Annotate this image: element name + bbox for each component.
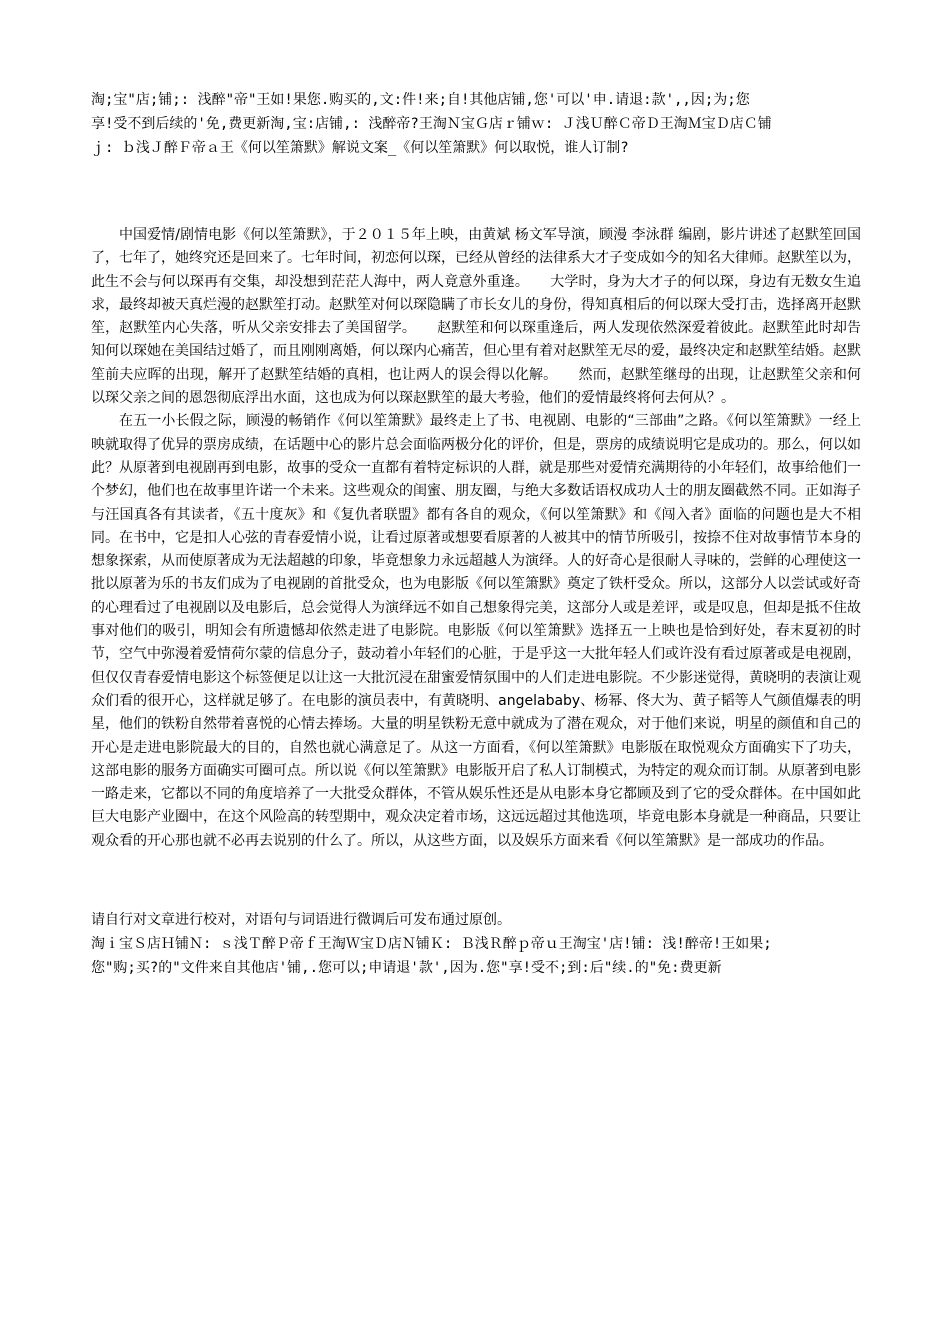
header-line: 享!受不到后续的'免,费更新淘,宝:店铺,: 浅醉帝?王淘Ｎ宝Ｇ店ｒ铺ｗ: Ｊ浅Ｕ醉Ｃ帝Ｄ王淘Ｍ宝Ｄ店Ｃ铺 bbox=[91, 116, 772, 132]
page-content bbox=[91, 88, 861, 980]
article-body bbox=[91, 224, 861, 853]
article-paragraph-synopsis: 中国爱情/剧情电影《何以笙箫默》，于２０１５年上映，由黄斌 杨文军导演，顾漫 李泳群 编剧，影片讲述了赵默笙回国了，七年了，她终究还是回来了。七年时间，初恋何以琛，已经从曾经的法律系大才子变成如今的知名大律师。赵默笙以为，此生不会与何以琛再有交集，却没想到茫茫人海中，两人竟意外重逢。 大学时，身为大才子的何以琛，身边有无数女生追求，最终却被天真烂漫的赵默笙打动。赵默笙对何以琛隐瞒了市长女儿的身份，得知真相后的何以琛大受打击，选择离开赵默笙，赵默笙内心失落，听从父亲安排去了美国留学。 赵默笙和何以琛重逢后，两人发现依然深爱着彼此。赵默笙此时却告知何以琛她在美国结过婚了，而且刚刚离婚，何以琛内心痛苦，但心里有着对赵默笙无尽的爱，最终决定和赵默笙结婚。赵默笙前夫应晖的出现，解开了赵默笙结婚的真相，也让两人的误会得以化解。 然而，赵默笙继母的出现，让赵默笙父亲和何以琛父亲之间的恩怨彻底浮出水面，这也成为何以琛赵默笙的最大考验，他们的爱情最终将何去何从？。 bbox=[91, 227, 861, 407]
footer-note: 请自行对文章进行校对，对语句与词语进行微调后可发布通过原创。 bbox=[91, 912, 511, 929]
footer bbox=[91, 908, 861, 980]
header-watermark-text bbox=[91, 88, 861, 160]
footer-line: 淘ｉ宝Ｓ店Ｈ铺Ｎ: ｓ浅Ｔ醉Ｐ帝ｆ王淘Ｗ宝Ｄ店Ｎ铺Ｋ: Ｂ浅Ｒ醉ｐ帝ｕ王淘宝'店!铺: 浅!醉帝!王如果; bbox=[91, 936, 772, 953]
header-line: ｊ: ｂ浅Ｊ醉Ｆ帝ａ王《何以笙箫默》解说文案_《何以笙箫默》何以取悦，谁人订制? bbox=[91, 140, 629, 156]
article-paragraph-review: 在五一小长假之际，顾漫的畅销作《何以笙箫默》最终走上了书、电视剧、电影的“三部曲”之路。《何以笙箫默》一经上映就取得了优异的票房成绩，在话题中心的影片总会面临两极分化的评价，但是，票房的成绩说明它是成功的。那么，何以如此？从原著到电视剧再到电影，故事的受众一直都有着特定标识的人群，就是那些对爱情充满期待的小年轻们，故事给他们一个梦幻，他们也在故事里许诺一个未来。这些观众的闺蜜、朋友圈，与绝大多数话语权成功人士的朋友圈截然不同。正如海子与汪国真各有其读者，《五十度灰》和《复仇者联盟》都有各自的观众，《何以笙箫默》和《闯入者》面临的问题也是大不相同。在书中，它是扣人心弦的青春爱情小说，让看过原著或想要看原著的人被其中的情节所吸引，按捺不住对故事情节本身的想象探索，从而使原著成为无法超越的印象，毕竟想象力永远超越人为演绎。人的好奇心是很耐人寻味的，尝鲜的心理使这一批以原著为乐的书友们成为了电视剧的首批受众，也为电影版《何以笙箫默》奠定了铁杆受众。所以，这部分人以尝试或好奇的心理看过了电视剧以及电影后，总会觉得人为演绎远不如自己想象得完美，这部分人或是差评，或是叹息，但却是抵不住故事对他们的吸引，明知会有所遗憾却依然走进了电影院。电影版《何以笙箫默》选择五一上映也是恰到好处，春末夏初的时节，空气中弥漫着爱情荷尔蒙的信息分子，鼓动着小年轻们的心脏，于是乎这一大批年轻人们或许没有看过原著或是电视剧，但仅仅青春爱情电影这个标签便足以让这一大批沉浸在甜蜜爱情氛围中的人们走进电影院。不少影迷觉得，黄晓明的表演让观众们看的很开心，这样就足够了。在电影的演员表中，有黄晓明、angelababy、杨幂、佟大为、黄子韬等人气颜值爆表的明星，他们的铁粉自然带着喜悦的心情去捧场。大量的明星铁粉无意中就成为了潜在观众，对于他们来说，明星的颜值和自己的开心是走进电影院最大的目的，自然也就心满意足了。从这一方面看，《何以笙箫默》电影版在取悦观众方面确实下了功夫，这部电影的服务方面确实可圈可点。所以说《何以笙箫默》电影版开启了私人订制模式，为特定的观众而订制。从原著到电影一路走来，它都以不同的角度培养了一大批受众群体，不管从娱乐性还是从电影本身它都顾及到了它的受众群体。在中国如此巨大电影产业圈中，在这个风险高的转型期中，观众决定着市场，这远远超过其他选项，毕竟电影本身就是一种商品，只要让观众看的开心那也就不必再去说别的什么了。所以，从这些方面，以及娱乐方面来看《何以笙箫默》是一部成功的作品。 bbox=[91, 413, 861, 849]
footer-line: 您"购;买?的"文件来自其他店'铺,.您可以;申请退'款',因为.您"享!受不;到:后"续.的"免:费更新 bbox=[91, 960, 722, 977]
header-line: 淘;宝"店;铺;: 浅醉"帝"王如!果您.购买的,文:件!来;自!其他店铺,您'可以'申.请退:款',,因;为;您 bbox=[91, 92, 750, 108]
